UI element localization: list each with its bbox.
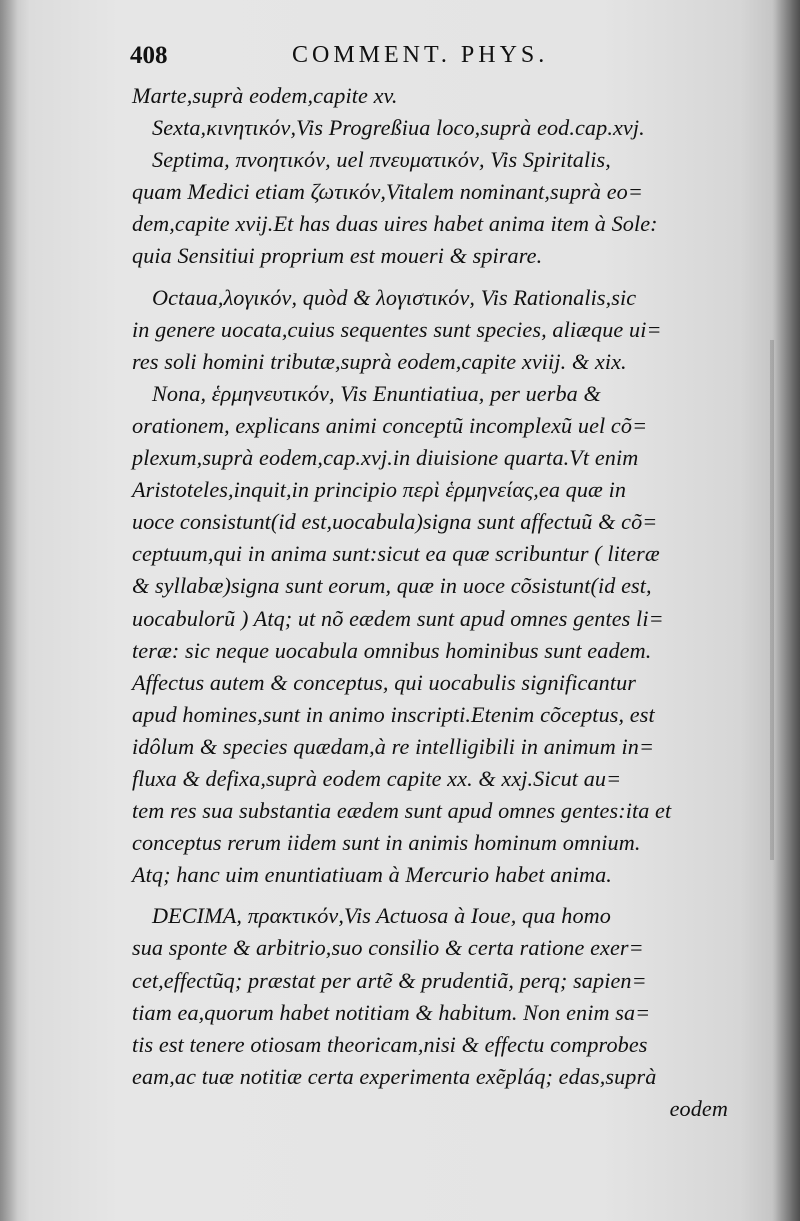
text-line: res soli homini tributæ,suprà eodem,capite xviij. & xix. <box>132 348 627 374</box>
text-line: & syllabæ)signa sunt eorum, quæ in uoce cõsistunt(id est, <box>132 573 652 599</box>
text-line: teræ: sic neque uocabula omnibus hominibus sunt eadem. <box>132 637 652 663</box>
text-line: in genere uocata,cuius sequentes sunt species, aliæque ui= <box>132 316 662 342</box>
page-edge-shadow <box>772 0 800 1221</box>
text-line: ceptuum,qui in anima sunt:sicut ea quæ scribuntur ( literæ <box>132 541 660 567</box>
text-line: tem res sua substantia eædem sunt apud omnes gentes:ita et <box>132 798 672 824</box>
text-line: plexum,suprà eodem,cap.xvj.in diuisione quarta.Vt enim <box>132 445 639 471</box>
text-line: DECIMA, πρακτικόν,Vis Actuosa à Ioue, qua homo <box>152 903 611 929</box>
running-head: COMMENT. PHYS. <box>292 42 549 68</box>
page-header <box>130 40 610 76</box>
text-line: sua sponte & arbitrio,suo consilio & certa ratione exer= <box>132 935 644 961</box>
body-text <box>132 80 740 1125</box>
text-line: tis est tenere otiosam theoricam,nisi & effectu comprobes <box>132 1031 648 1057</box>
text-line: quia Sensitiui proprium est moueri & spirare. <box>132 243 543 269</box>
text-line: orationem, explicans animi conceptũ incomplexũ uel cõ= <box>132 412 648 438</box>
ink-bleed-mark <box>770 340 774 860</box>
text-line: Atq; hanc uim enuntiatiuam à Mercurio habet anima. <box>132 862 612 888</box>
text-line: conceptus rerum iidem sunt in animis hominum omnium. <box>132 830 641 856</box>
paragraph-gap <box>132 891 740 900</box>
text-line: apud homines,sunt in animo inscripti.Etenim cõceptus, est <box>132 701 655 727</box>
paragraph-gap <box>132 273 740 282</box>
text-line: fluxa & defixa,suprà eodem capite xx. & xxj.Sicut au= <box>132 765 622 791</box>
text-line: Septima, πνοητικόν, uel πνευματικόν, Vis Spiritalis, <box>152 147 611 173</box>
text-line: cet,effectũq; præstat per artẽ & prudentiã, perq; sapien= <box>132 967 647 993</box>
text-line: Octaua,λογικόν, quòd & λογιστικόν, Vis Rationalis,sic <box>152 284 637 310</box>
text-line: Sexta,κινητικόν,Vis Progreßiua loco,suprà eod.cap.xvj. <box>152 115 645 141</box>
text-line: Affectus autem & conceptus, qui uocabulis significantur <box>132 669 637 695</box>
page-number: 408 <box>130 42 168 69</box>
text-line: uocabulorũ ) Atq; ut nõ eædem sunt apud omnes gentes li= <box>132 605 664 631</box>
text-line: idôlum & species quædam,à re intelligibili in animum in= <box>132 733 655 759</box>
text-line: uoce consistunt(id est,uocabula)signa sunt affectuũ & cõ= <box>132 509 658 535</box>
text-line: dem,capite xvij.Et has duas uires habet anima item à Sole: <box>132 211 658 237</box>
binding-shadow <box>0 0 18 1221</box>
catchword: eodem <box>669 1095 728 1121</box>
text-line: eam,ac tuæ notitiæ certa experimenta exẽpláq; edas,suprà <box>132 1063 657 1089</box>
text-line: Marte,suprà eodem,capite xv. <box>132 83 398 108</box>
text-line: Nona, ἑρμηνευτικόν, Vis Enuntiatiua, per uerba & <box>152 380 601 406</box>
text-line: tiam ea,quorum habet notitiam & habitum. Non enim sa= <box>132 999 651 1025</box>
text-line: quam Medici etiam ζωτικόν,Vitalem nominant,suprà eo= <box>132 179 643 205</box>
text-line: Aristoteles,inquit,in principio περὶ ἑρμηνείας,ea quæ in <box>132 477 627 503</box>
